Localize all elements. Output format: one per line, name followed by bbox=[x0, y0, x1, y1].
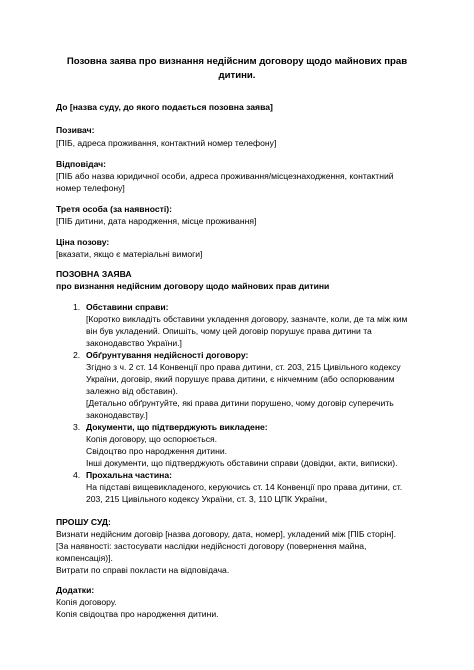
statement-subheading: про визнання недійсним договору щодо майнових прав дитини bbox=[56, 281, 330, 291]
third-party-label: Третя особа (за наявності): bbox=[56, 204, 172, 214]
section-line: залежно від обставин). bbox=[86, 386, 178, 396]
claim-value-label: Ціна позову: bbox=[56, 237, 110, 247]
section-number: 2. bbox=[73, 350, 81, 360]
section-line: Свідоцтво про народження дитини. bbox=[86, 446, 228, 456]
section-line: Згідно з ч. 2 ст. 14 Конвенції про права дитини, ст. 203, 215 Цивільного кодексу bbox=[86, 362, 401, 372]
attachment-item: Копія договору. bbox=[56, 597, 117, 607]
section-line: Копія договору, що оспорюється. bbox=[86, 434, 218, 444]
section-number: 1. bbox=[73, 302, 81, 312]
defendant-details-line-1: [ПІБ або назва юридичної особи, адреса проживання/місцезнаходження, контактний bbox=[56, 171, 394, 181]
section-title: Обґрунтування недійсності договору: bbox=[86, 350, 249, 360]
section-line: законодавству.] bbox=[86, 410, 148, 420]
section-line: законодавство України.] bbox=[86, 338, 182, 348]
section-number: 4. bbox=[73, 470, 81, 480]
section-line: України, договір, який порушує права дитини, є нікчемним (або оспорюваним bbox=[86, 374, 395, 384]
section-number: 3. bbox=[73, 422, 81, 432]
statement-heading: ПОЗОВНА ЗАЯВА bbox=[56, 269, 132, 279]
attachment-item: Копія свідоцтва про народження дитини. bbox=[56, 609, 219, 619]
plaintiff-label: Позивач: bbox=[56, 125, 95, 135]
plaintiff-details: [ПІБ, адреса проживання, контактний номер телефону] bbox=[56, 138, 277, 148]
defendant-details-line-2: номер телефону] bbox=[56, 183, 125, 193]
section-line: На підставі вищевикладеного, керуючись ст. 14 Конвенції про права дитини, ст. bbox=[86, 482, 403, 492]
request-line: [За наявності: застосувати наслідки недійсності договору (повернення майна, bbox=[56, 541, 367, 551]
section-line: Інші документи, що підтверджують обставини справи (довідки, акти, виписки). bbox=[86, 458, 398, 468]
section-line: 203, 215 Цивільного кодексу України, ст. 3, 110 ЦПК України, bbox=[86, 494, 328, 504]
attachments-heading: Додатки: bbox=[56, 585, 95, 595]
court-addressee: До [назва суду, до якого подається позовна заява] bbox=[56, 102, 273, 112]
document-title-line-1: Позовна заява про визнання недійсним договору щодо майнових прав bbox=[66, 56, 408, 67]
request-heading: ПРОШУ СУД: bbox=[56, 517, 111, 527]
section-line: [Коротко викладіть обставини укладення договору, зазначте, коли, де та між ким bbox=[86, 314, 408, 324]
section-title: Документи, що підтверджують викладене: bbox=[86, 422, 268, 432]
document-title-line-2: дитини. bbox=[218, 70, 256, 81]
section-title: Обставини справи: bbox=[86, 302, 169, 312]
defendant-label: Відповідач: bbox=[56, 159, 107, 169]
section-title: Прохальна частина: bbox=[86, 470, 172, 480]
section-line: [Детально обґрунтуйте, які права дитини порушено, чому договір суперечить bbox=[86, 398, 394, 408]
third-party-details: [ПІБ дитини, дата народження, місце проживання] bbox=[56, 216, 257, 226]
request-line: Витрати по справі покласти на відповідача. bbox=[56, 565, 230, 575]
request-line: компенсація)]. bbox=[56, 553, 113, 563]
section-line: він був укладений. Опишіть, чому цей договір порушує права дитини та bbox=[86, 326, 372, 336]
request-line: Визнати недійсним договір [назва договору, дата, номер], укладений між [ПІБ сторін]. bbox=[56, 529, 397, 539]
claim-value-details: [вказати, якщо є матеріальні вимоги] bbox=[56, 249, 203, 259]
